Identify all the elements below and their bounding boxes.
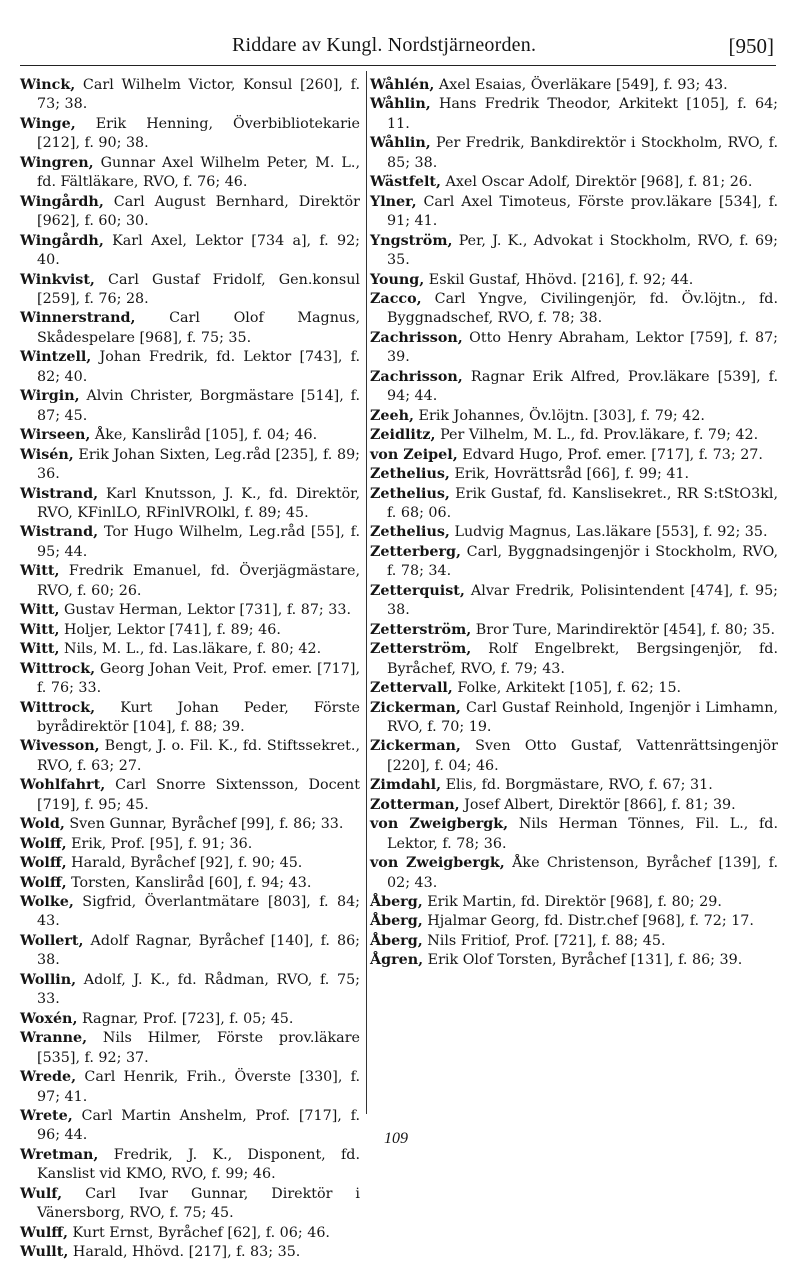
entry-surname: Winge, xyxy=(20,115,76,132)
register-entry xyxy=(20,893,360,932)
entry-surname: Wold, xyxy=(20,816,65,833)
register-entry xyxy=(370,815,778,854)
register-entry xyxy=(370,368,778,407)
header-rule xyxy=(20,65,776,66)
entry-surname: Wolke, xyxy=(20,894,74,911)
entry-details: Ragnar, Prof. [723], f. 05; 45. xyxy=(77,1010,294,1027)
page-number: [950] xyxy=(728,34,774,58)
entry-details: Erik Olof Torsten, Byråchef [131], f. 86; 39. xyxy=(423,952,743,969)
entry-details: Per, J. K., Advokat i Stockholm, RVO, f. 69; 35. xyxy=(387,232,778,269)
register-entry xyxy=(20,601,360,620)
register-entry xyxy=(20,1146,360,1185)
entry-surname: Zettervall, xyxy=(370,680,453,697)
entry-surname: Zeeh, xyxy=(370,407,415,424)
entry-details: Carl Ivar Gunnar, Direktör i Vänersborg, RVO, f. 75; 45. xyxy=(37,1185,360,1222)
entry-details: Carl, Byggnadsingenjör i Stockholm, RVO, f. 78; 34. xyxy=(387,543,778,580)
entry-surname: Woxén, xyxy=(20,1010,78,1027)
register-entry xyxy=(20,660,360,699)
entry-details: Erik Gustaf, fd. Kanslisekret., RR S:tStO3kl, f. 68; 06. xyxy=(387,485,778,521)
entry-details: Georg Johan Veit, Prof. emer. [717], f. 76; 33. xyxy=(37,660,360,697)
register-entry xyxy=(20,971,360,1010)
register-entry xyxy=(20,271,360,310)
register-entry xyxy=(370,290,778,329)
entry-details: Carl August Bernhard, Direktör [962], f. 60; 30. xyxy=(37,193,360,230)
entry-surname: Witt, xyxy=(20,621,60,638)
entry-details: Carl Henrik, Frih., Överste [330], f. 97; 41. xyxy=(37,1069,360,1105)
register-entry xyxy=(20,446,360,485)
entry-details: Åke, Kanslіråd [105], f. 04; 46. xyxy=(90,427,318,444)
register-entry xyxy=(20,426,360,445)
entry-surname: Wohlfahrt, xyxy=(20,777,106,794)
entry-surname: Wirseen, xyxy=(20,427,91,444)
entry-surname: Zethelius, xyxy=(370,524,450,541)
entry-details: Adolf, J. K., fd. Rådman, RVO, f. 75; 33. xyxy=(37,971,360,1008)
register-entry xyxy=(20,699,360,738)
register-entry xyxy=(20,835,360,854)
entry-details: Carl Wilhelm Victor, Konsul [260], f. 73; 38. xyxy=(37,77,360,113)
entry-details: Carl Axel Timoteus, Förste prov.läkare [534], f. 91; 41. xyxy=(387,193,778,230)
entry-surname: Zeidlitz, xyxy=(370,427,436,444)
register-entry xyxy=(20,854,360,873)
entry-details: Adolf Ragnar, Byråchef [140], f. 86; 38. xyxy=(37,932,360,969)
entry-details: Axel Esaias, Överläkare [549], f. 93; 43. xyxy=(434,77,728,93)
entry-surname: Zimdahl, xyxy=(370,777,442,794)
entry-surname: Wittrock, xyxy=(20,699,96,716)
entry-surname: Witt, xyxy=(20,602,60,619)
register-entry xyxy=(370,465,778,484)
entry-surname: Zethelius, xyxy=(370,466,450,483)
register-entry xyxy=(370,523,778,542)
entry-details: Axel Oscar Adolf, Direktör [968], f. 81; 26. xyxy=(441,174,753,191)
entry-details: Nils Fritiof, Prof. [721], f. 88; 45. xyxy=(422,932,666,949)
entry-surname: Wollert, xyxy=(20,932,84,949)
entry-surname: Winck, xyxy=(20,77,76,93)
register-entry xyxy=(20,232,360,271)
folio-number: 109 xyxy=(384,1130,408,1147)
register-entry xyxy=(20,76,360,115)
entry-surname: Ylner, xyxy=(370,193,417,210)
right-column xyxy=(370,76,778,971)
register-entry xyxy=(20,309,360,348)
entry-surname: Wåhlin, xyxy=(370,135,431,152)
entry-details: Erik Johannes, Öv.löjtn. [303], f. 79; 42. xyxy=(414,407,705,424)
entry-details: Johan Fredrik, fd. Lektor [743], f. 82; 40. xyxy=(37,349,360,385)
entry-surname: Young, xyxy=(370,271,425,288)
entry-details: Bror Ture, Marindirektör [454], f. 80; 35. xyxy=(471,621,776,638)
entry-details: Nils Herman Tönnes, Fil. L., fd. Lektor, f. 78; 36. xyxy=(387,816,778,852)
register-entry xyxy=(370,426,778,445)
running-head: Riddare av Kungl. Nordstjärneorden. xyxy=(232,34,537,56)
register-entry xyxy=(370,95,778,134)
register-entry xyxy=(370,893,778,912)
register-entry xyxy=(370,271,778,290)
entry-surname: Wistrand, xyxy=(20,485,99,502)
entry-surname: Wretman, xyxy=(20,1146,99,1163)
entry-surname: Zotterman, xyxy=(370,796,460,813)
entry-details: Nils, M. L., fd. Las.läkare, f. 80; 42. xyxy=(59,641,322,658)
entry-surname: Wrede, xyxy=(20,1069,77,1086)
entry-details: Ludvig Magnus, Las.läkare [553], f. 92; 35. xyxy=(449,524,768,541)
entry-details: Sigfrid, Överlantmätare [803], f. 84; 43. xyxy=(37,894,360,930)
register-entry xyxy=(20,154,360,193)
register-entry xyxy=(20,562,360,601)
entry-details: Åke Christenson, Byråchef [139], f. 02; 43. xyxy=(387,855,778,891)
register-entry xyxy=(20,874,360,893)
register-entry xyxy=(20,387,360,426)
register-entry xyxy=(20,1029,360,1068)
entry-surname: Witt, xyxy=(20,563,60,580)
entry-details: Hans Fredrik Theodor, Arkitekt [105], f. 64; 11. xyxy=(387,96,778,132)
left-column xyxy=(20,76,360,1263)
entry-surname: Wistrand, xyxy=(20,524,99,541)
register-entry xyxy=(370,407,778,426)
entry-surname: Wisén, xyxy=(20,446,74,463)
register-entry xyxy=(20,1224,360,1243)
register-entry xyxy=(370,951,778,970)
entry-details: Carl Martin Anshelm, Prof. [717], f. 96; 44. xyxy=(37,1108,360,1144)
register-entry xyxy=(370,621,778,640)
entry-surname: Åberg, xyxy=(370,894,423,911)
entry-details: Carl Snorre Sixtensson, Docent [719], f. 95; 45. xyxy=(37,777,360,813)
register-entry xyxy=(20,1068,360,1107)
register-entry xyxy=(370,76,778,95)
entry-details: Alvin Christer, Borgmästare [514], f. 87; 45. xyxy=(37,388,360,424)
register-entry xyxy=(370,446,778,465)
register-entry xyxy=(370,134,778,173)
register-entry xyxy=(20,815,360,834)
entry-details: Fredrik Emanuel, fd. Överjägmästare, RVO, f. 60; 26. xyxy=(37,563,360,599)
register-entry xyxy=(370,679,778,698)
entry-surname: Wåhlin, xyxy=(370,96,431,113)
entry-surname: Wolff, xyxy=(20,835,67,852)
entry-details: Carl Yngve, Civilingenjör, fd. Öv.löjtn., fd. Byggnadschef, RVO, f. 78; 38. xyxy=(387,290,778,327)
register-entry xyxy=(370,485,778,524)
entry-details: Edvard Hugo, Prof. emer. [717], f. 73; 27. xyxy=(457,446,763,463)
entry-details: Kurt Ernst, Byråchef [62], f. 06; 46. xyxy=(68,1224,330,1241)
register-entry xyxy=(370,932,778,951)
entry-surname: Witt, xyxy=(20,641,60,658)
entry-surname: Wåhlén, xyxy=(370,77,435,93)
entry-details: Folke, Arkitekt [105], f. 62; 15. xyxy=(452,680,682,697)
entry-surname: Yngström, xyxy=(370,232,453,249)
entry-surname: Zetterberg, xyxy=(370,543,461,560)
register-entry xyxy=(20,1010,360,1029)
register-entry xyxy=(370,329,778,368)
entry-surname: Zetterström, xyxy=(370,641,472,658)
register-entry xyxy=(20,485,360,524)
register-entry xyxy=(20,348,360,387)
register-entry xyxy=(20,115,360,154)
entry-details: Torsten, Kanslіråd [60], f. 94; 43. xyxy=(66,874,312,891)
entry-surname: Winkvist, xyxy=(20,271,95,288)
register-entry xyxy=(20,621,360,640)
entry-details: Sven Gunnar, Byråchef [99], f. 86; 33. xyxy=(64,816,344,833)
entry-details: Erik, Hovrättsråd [66], f. 99; 41. xyxy=(449,466,690,483)
entry-surname: von Zweigbergk, xyxy=(370,855,505,872)
entry-surname: Wollin, xyxy=(20,971,77,988)
entry-details: Bengt, J. o. Fil. K., fd. Stiftssekret., RVO, f. 63; 27. xyxy=(37,738,360,774)
entry-details: Otto Henry Abraham, Lektor [759], f. 87; 39. xyxy=(387,329,778,366)
entry-details: Harald, Hhövd. [217], f. 83; 35. xyxy=(68,1244,301,1261)
entry-surname: Wittrock, xyxy=(20,660,96,677)
entry-details: Nils Hilmer, Förste prov.läkare [535], f. 92; 37. xyxy=(37,1030,360,1066)
register-entry xyxy=(370,737,778,776)
register-entry xyxy=(20,640,360,659)
entry-surname: Zachrisson, xyxy=(370,329,463,346)
register-entry xyxy=(370,232,778,271)
register-entry xyxy=(20,1185,360,1224)
entry-details: Erik Martin, fd. Direktör [968], f. 80; 29. xyxy=(422,894,722,911)
entry-surname: Wolff, xyxy=(20,855,67,872)
entry-surname: von Zweigbergk, xyxy=(370,816,509,833)
column-divider xyxy=(366,71,367,1114)
entry-details: Josef Albert, Direktör [866], f. 81; 39. xyxy=(459,796,736,813)
register-entry xyxy=(370,543,778,582)
entry-surname: Zetterström, xyxy=(370,621,472,638)
entry-details: Gunnar Axel Wilhelm Peter, M. L., fd. Fältläkare, RVO, f. 76; 46. xyxy=(37,154,360,191)
entry-surname: Wästfelt, xyxy=(370,174,441,191)
entry-details: Holjer, Lektor [741], f. 89; 46. xyxy=(59,621,281,638)
entry-details: Alvar Fredrik, Polisintendent [474], f. 95; 38. xyxy=(387,582,778,619)
entry-details: Harald, Byråchef [92], f. 90; 45. xyxy=(66,855,303,872)
register-entry xyxy=(370,776,778,795)
entry-surname: Ågren, xyxy=(370,952,424,969)
register-entry xyxy=(20,932,360,971)
entry-details: Gustav Herman, Lektor [731], f. 87; 33. xyxy=(59,602,352,619)
entry-details: Per Vilhelm, M. L., fd. Prov.läkare, f. 79; 42. xyxy=(435,427,759,444)
entry-surname: Zachrisson, xyxy=(370,368,463,385)
entry-surname: Åberg, xyxy=(370,913,423,930)
entry-details: Karl Knutsson, J. K., fd. Direktör, RVO, KFinlLO, RFinlVROlkl, f. 89; 45. xyxy=(37,485,360,521)
register-entry xyxy=(370,796,778,815)
entry-details: Kurt Johan Peder, Förste byrådirektör [104], f. 88; 39. xyxy=(37,699,360,735)
entry-surname: Winnerstrand, xyxy=(20,310,136,327)
entry-details: Carl Gustaf Fridolf, Gen.konsul [259], f. 76; 28. xyxy=(37,271,360,307)
entry-details: Erik Henning, Överbibliotekarie [212], f. 90; 38. xyxy=(37,115,360,152)
entry-details: Sven Otto Gustaf, Vattenrättsingenjör [220], f. 04; 46. xyxy=(387,738,778,774)
entry-surname: Wulf, xyxy=(20,1185,63,1202)
entry-details: Carl Olof Magnus, Skådespelare [968], f. 75; 35. xyxy=(37,310,360,346)
register-entry xyxy=(370,582,778,621)
entry-details: Ragnar Erik Alfred, Prov.läkare [539], f. 94; 44. xyxy=(387,368,778,405)
register-entry xyxy=(370,854,778,893)
register-entry xyxy=(370,912,778,931)
entry-details: Elis, fd. Borgmästare, RVO, f. 67; 31. xyxy=(441,777,713,794)
register-entry xyxy=(370,173,778,192)
entry-surname: Wivesson, xyxy=(20,738,100,755)
register-entry xyxy=(20,193,360,232)
entry-details: Per Fredrik, Bankdirektör i Stockholm, RVO, f. 85; 38. xyxy=(387,135,778,171)
entry-details: Erik, Prof. [95], f. 91; 36. xyxy=(66,835,253,852)
entry-surname: Zickerman, xyxy=(370,699,461,716)
entry-details: Tor Hugo Wilhelm, Leg.råd [55], f. 95; 44. xyxy=(37,524,360,560)
entry-details: Karl Axel, Lektor [734 a], f. 92; 40. xyxy=(37,232,360,269)
entry-surname: Wulff, xyxy=(20,1224,69,1241)
entry-surname: von Zeipel, xyxy=(370,446,458,463)
entry-surname: Zethelius, xyxy=(370,485,450,502)
entry-details: Carl Gustaf Reinhold, Ingenjör i Limhamn, RVO, f. 70; 19. xyxy=(387,699,778,735)
register-entry xyxy=(20,523,360,562)
entry-surname: Zetterquist, xyxy=(370,582,465,599)
register-entry xyxy=(20,1243,360,1262)
register-entry xyxy=(370,699,778,738)
entry-surname: Wintzell, xyxy=(20,349,92,366)
register-entry xyxy=(20,737,360,776)
entry-details: Fredrik, J. K., Disponent, fd. Kanslist vid KMO, RVO, f. 99; 46. xyxy=(37,1146,360,1183)
entry-surname: Åberg, xyxy=(370,932,423,949)
entry-details: Rolf Engelbrekt, Bergsingenjör, fd. Byråchef, RVO, f. 79; 43. xyxy=(387,641,778,677)
entry-surname: Wullt, xyxy=(20,1244,69,1261)
entry-surname: Wingren, xyxy=(20,154,94,171)
entry-surname: Wirgin, xyxy=(20,388,80,405)
entry-surname: Wranne, xyxy=(20,1030,88,1047)
register-entry xyxy=(370,193,778,232)
entry-surname: Wingårdh, xyxy=(20,232,104,249)
entry-surname: Wingårdh, xyxy=(20,193,104,210)
entry-details: Eskil Gustaf, Hhövd. [216], f. 92; 44. xyxy=(424,271,694,288)
register-entry xyxy=(20,776,360,815)
register-entry xyxy=(370,640,778,679)
entry-surname: Wolff, xyxy=(20,874,67,891)
entry-surname: Zacco, xyxy=(370,290,422,307)
entry-surname: Zickerman, xyxy=(370,738,461,755)
entry-details: Erik Johan Sixten, Leg.råd [235], f. 89; 36. xyxy=(37,446,360,483)
entry-details: Hjalmar Georg, fd. Distr.chef [968], f. 72; 17. xyxy=(422,913,754,930)
entry-surname: Wrete, xyxy=(20,1108,73,1125)
